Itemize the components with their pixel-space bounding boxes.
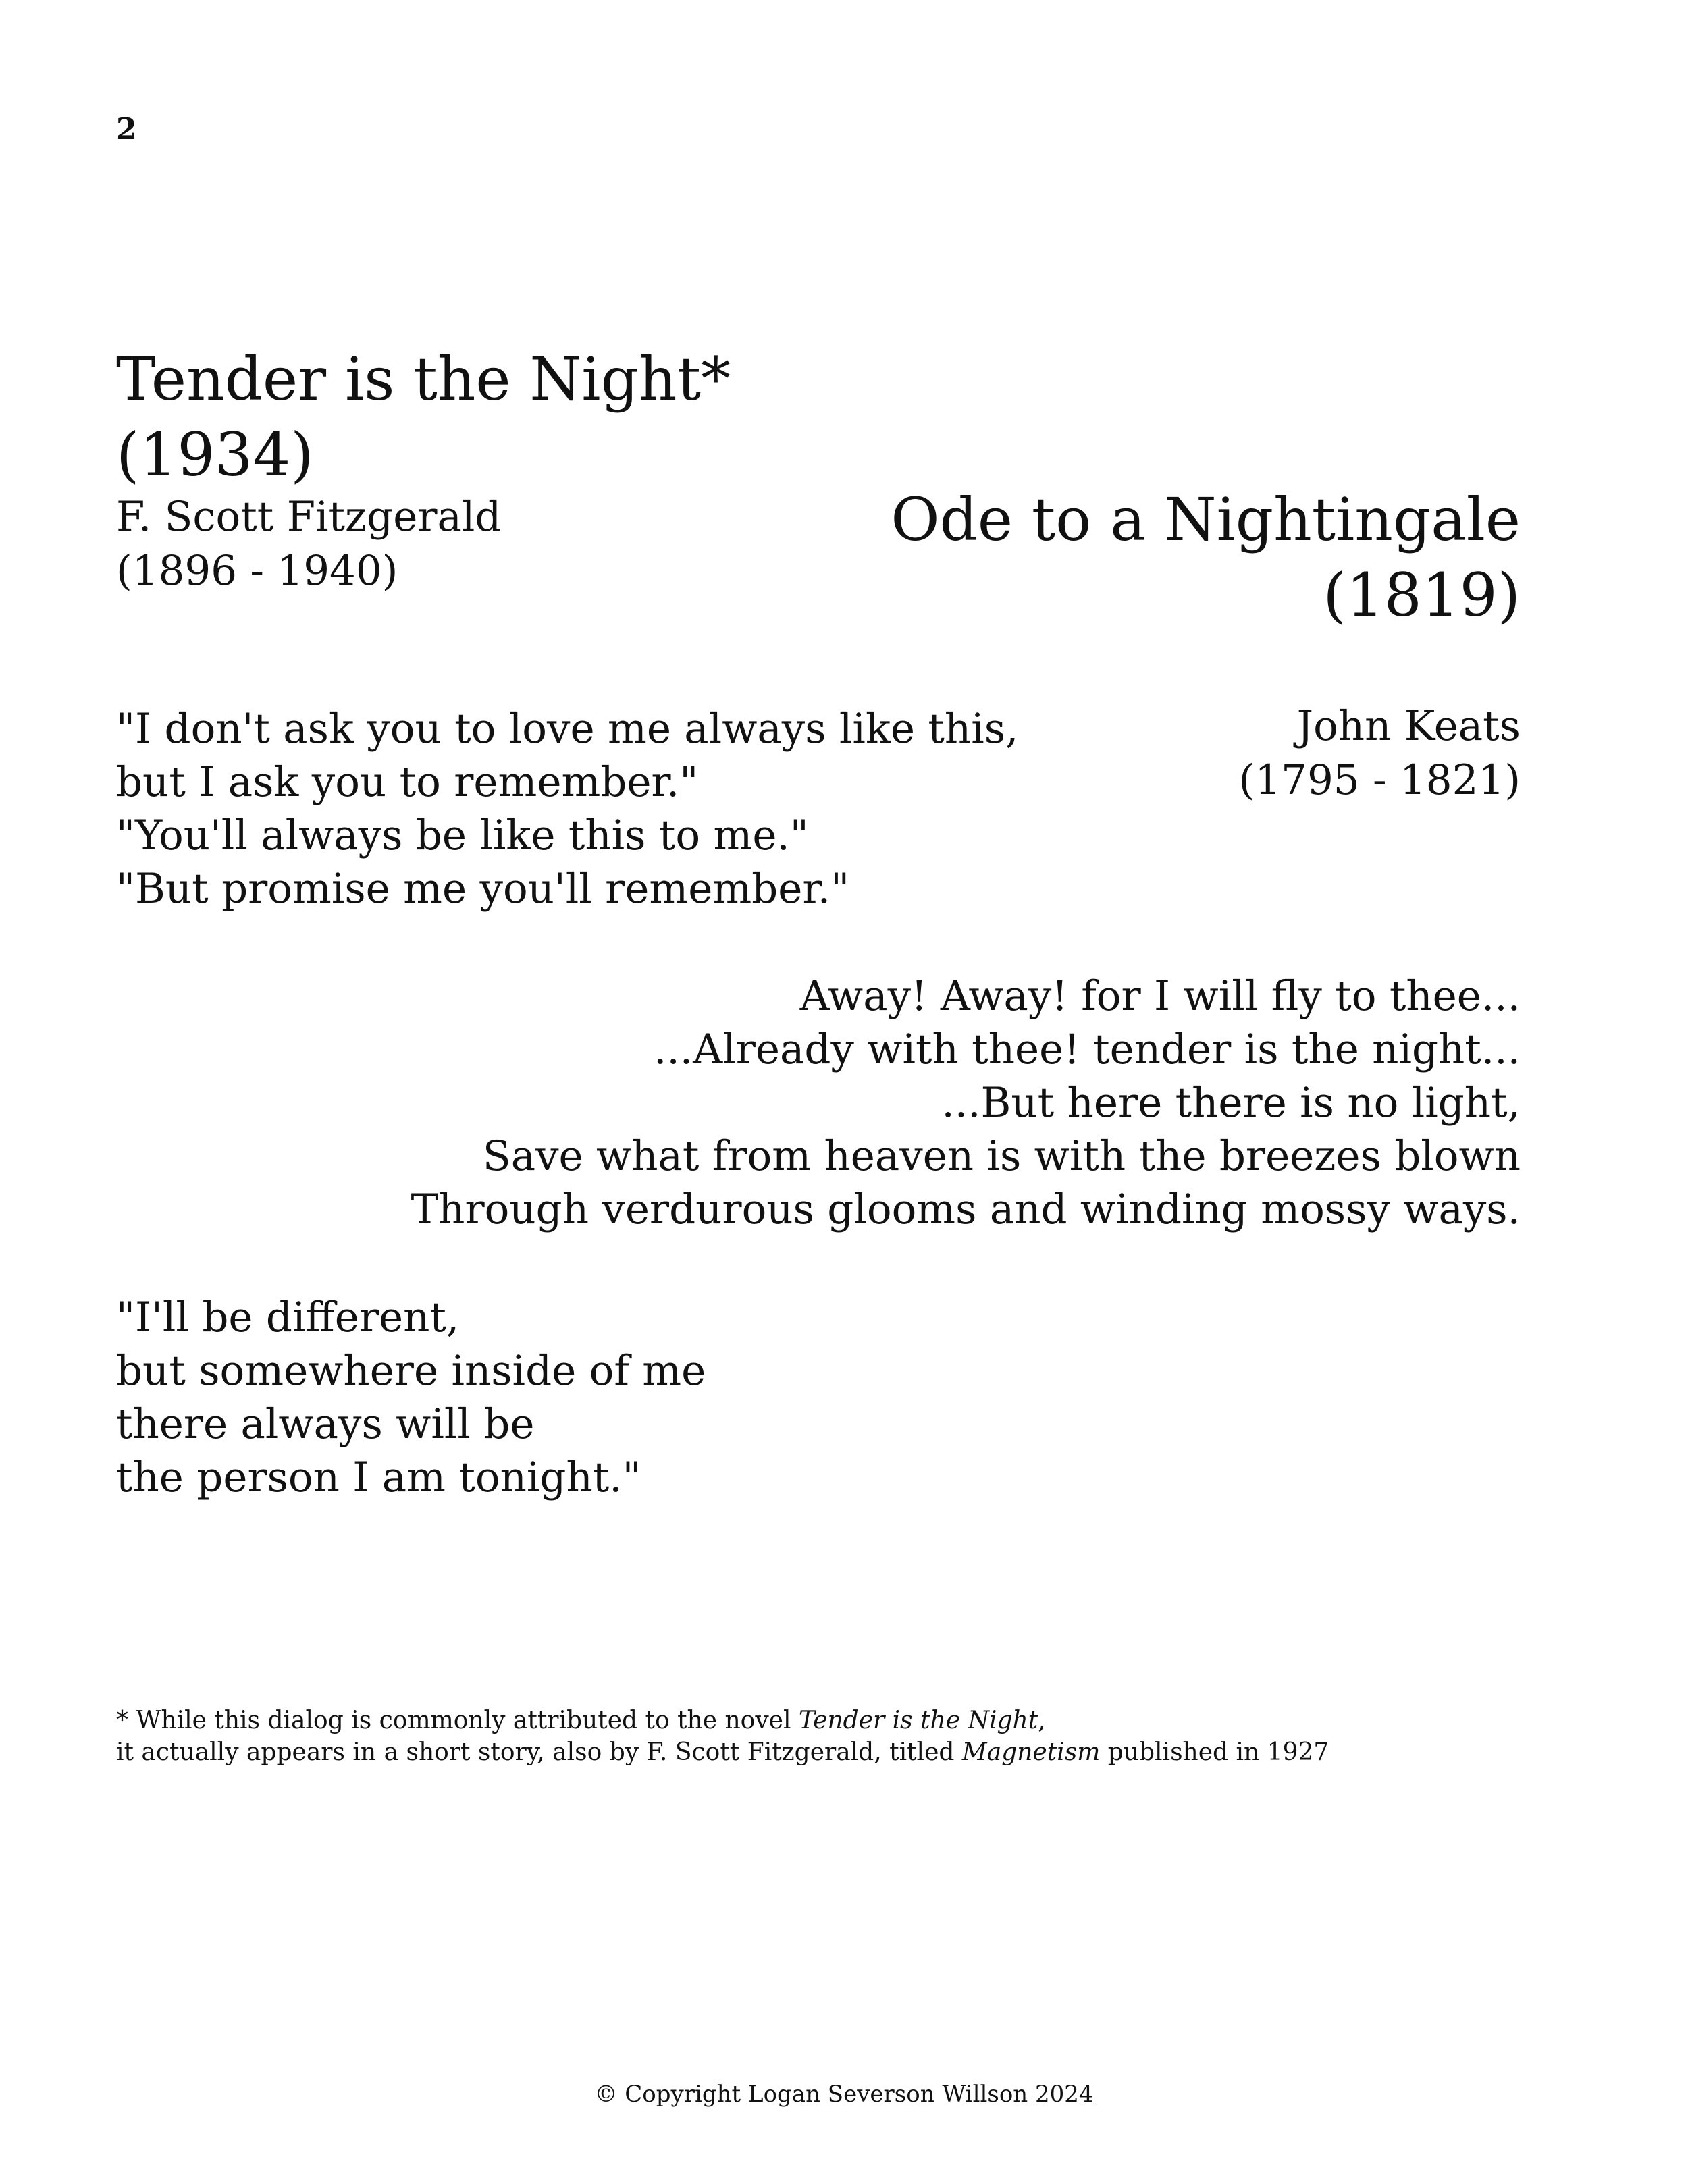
poem-line: ...Already with thee! tender is the night... xyxy=(654,1026,1521,1073)
page-number: 2 xyxy=(116,112,137,147)
fitzgerald-quote-1 xyxy=(116,702,1018,915)
footnote-text: * While this dialog is commonly attributed to the novel xyxy=(116,1707,799,1734)
quote-line: but I ask you to remember." xyxy=(116,758,699,806)
left-work-year: (1934) xyxy=(116,420,314,489)
copyright-notice: © Copyright Logan Severson Willson 2024 xyxy=(594,2081,1094,2108)
quote-line: there always will be xyxy=(116,1400,535,1448)
right-work-author-block xyxy=(1239,699,1521,807)
right-work-title xyxy=(891,482,1521,633)
left-work-title-line: Tender is the Night* xyxy=(116,344,731,414)
footnote-text: it actually appears in a short story, also by F. Scott Fitzgerald, titled xyxy=(116,1738,962,1766)
keats-poem-excerpt xyxy=(411,969,1521,1236)
footnote-line-1 xyxy=(116,1705,1329,1736)
poem-line: ...But here there is no light, xyxy=(941,1079,1521,1127)
left-work-author-block xyxy=(116,490,501,598)
quote-line: the person I am tonight." xyxy=(116,1454,641,1501)
right-work-title-line: Ode to a Nightingale xyxy=(891,485,1521,554)
right-work-author: John Keats xyxy=(1296,702,1521,750)
fitzgerald-quote-2 xyxy=(116,1291,706,1504)
quote-line: "You'll always be like this to me." xyxy=(116,811,809,859)
quote-line: "I'll be different, xyxy=(116,1294,460,1341)
footnote-text: published in 1927 xyxy=(1100,1738,1329,1766)
poem-line: Away! Away! for I will fly to thee... xyxy=(799,972,1521,1020)
footnote xyxy=(116,1705,1329,1768)
right-work-year: (1819) xyxy=(1323,560,1521,630)
quote-line: but somewhere inside of me xyxy=(116,1347,706,1395)
right-work-author-years: (1795 - 1821) xyxy=(1238,756,1521,804)
poem-line: Through verdurous glooms and winding mossy ways. xyxy=(411,1186,1521,1233)
footnote-story-title: Magnetism xyxy=(961,1738,1101,1766)
quote-line: "But promise me you'll remember." xyxy=(116,865,850,913)
footnote-text: , xyxy=(1038,1707,1046,1734)
left-work-title xyxy=(116,342,731,493)
footnote-novel-title: Tender is the Night xyxy=(798,1707,1038,1734)
footnote-line-2 xyxy=(116,1736,1329,1768)
left-work-author-years: (1896 - 1940) xyxy=(116,547,398,595)
quote-line: "I don't ask you to love me always like this, xyxy=(116,705,1019,753)
poem-line: Save what from heaven is with the breezes blown xyxy=(482,1132,1521,1180)
left-work-author: F. Scott Fitzgerald xyxy=(116,493,502,541)
